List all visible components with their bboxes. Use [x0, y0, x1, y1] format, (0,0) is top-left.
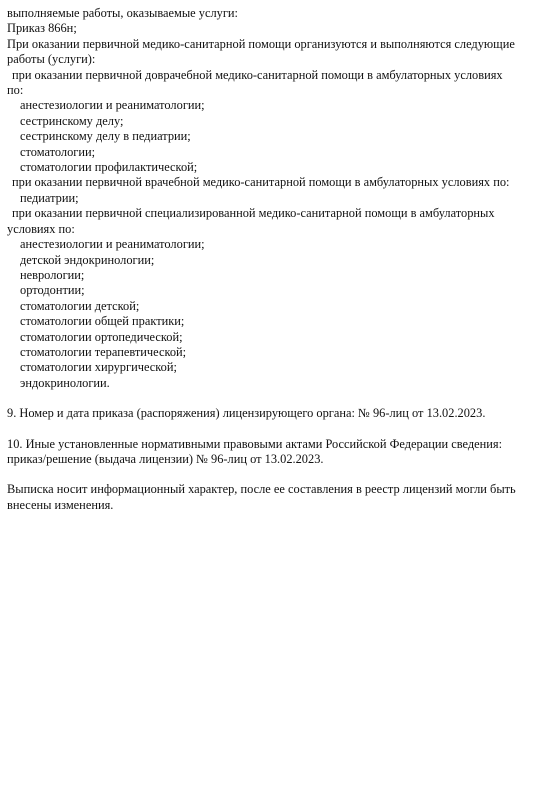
list-item: стоматологии общей практики; — [20, 314, 185, 329]
specialized-service-list — [7, 237, 547, 391]
list-item: педиатрии; — [20, 190, 79, 205]
list-item: стоматологии ортопедической; — [20, 329, 183, 344]
doctor-service-list — [7, 191, 547, 206]
license-extract-page — [7, 6, 547, 513]
specialized-heading-line-1: при оказании первичной специализированной медико-санитарной помощи в амбулаторных — [12, 206, 495, 221]
organize-text-line-2: работы (услуги): — [7, 52, 96, 67]
list-item: анестезиологии и реаниматологии; — [20, 237, 205, 252]
spacer — [7, 422, 547, 437]
prenurse-heading-line-2: по: — [7, 83, 24, 98]
list-item: стоматологии детской; — [20, 298, 140, 313]
disclaimer-line-2: внесены изменения. — [7, 497, 114, 512]
organize-text-line-1: При оказании первичной медико-санитарной помощи организуются и выполняются следующие — [7, 36, 515, 51]
list-item: неврологии; — [20, 267, 85, 282]
list-item: анестезиологии и реаниматологии; — [20, 98, 205, 113]
section-10-line-1: 10. Иные установленные нормативными правовыми актами Российской Федерации сведения: — [7, 436, 503, 451]
spacer — [7, 467, 547, 482]
list-item: сестринскому делу в педиатрии; — [20, 129, 191, 144]
list-item: стоматологии профилактической; — [20, 160, 198, 175]
services-intro: выполняемые работы, оказываемые услуги: — [7, 6, 239, 20]
list-item: ортодонтии; — [20, 283, 85, 298]
list-item: стоматологии; — [20, 144, 96, 159]
spacer — [7, 391, 547, 406]
list-item: стоматологии хирургической; — [20, 360, 177, 375]
list-item: детской эндокринологии; — [20, 252, 155, 267]
list-item: стоматологии терапевтической; — [20, 344, 187, 359]
disclaimer-line-1: Выписка носит информационный характер, после ее составления в реестр лицензий могли быть — [7, 482, 516, 497]
order-reference: Приказ 866н; — [7, 21, 77, 36]
section-9-order-number: 9. Номер и дата приказа (распоряжения) лицензирующего органа: № 96-лиц от 13.02.2023. — [7, 406, 486, 421]
list-item: эндокринологии. — [20, 375, 110, 390]
section-10-line-2: приказ/решение (выдача лицензии) № 96-лиц от 13.02.2023. — [7, 451, 324, 466]
list-item: сестринскому делу; — [20, 113, 124, 128]
prenurse-service-list — [7, 98, 547, 175]
specialized-heading-line-2: условиях по: — [7, 221, 75, 236]
doctor-heading: при оказании первичной врачебной медико-санитарной помощи в амбулаторных условиях по: — [12, 175, 510, 190]
prenurse-heading-line-1: при оказании первичной доврачебной медико-санитарной помощи в амбулаторных условиях — [12, 67, 503, 82]
